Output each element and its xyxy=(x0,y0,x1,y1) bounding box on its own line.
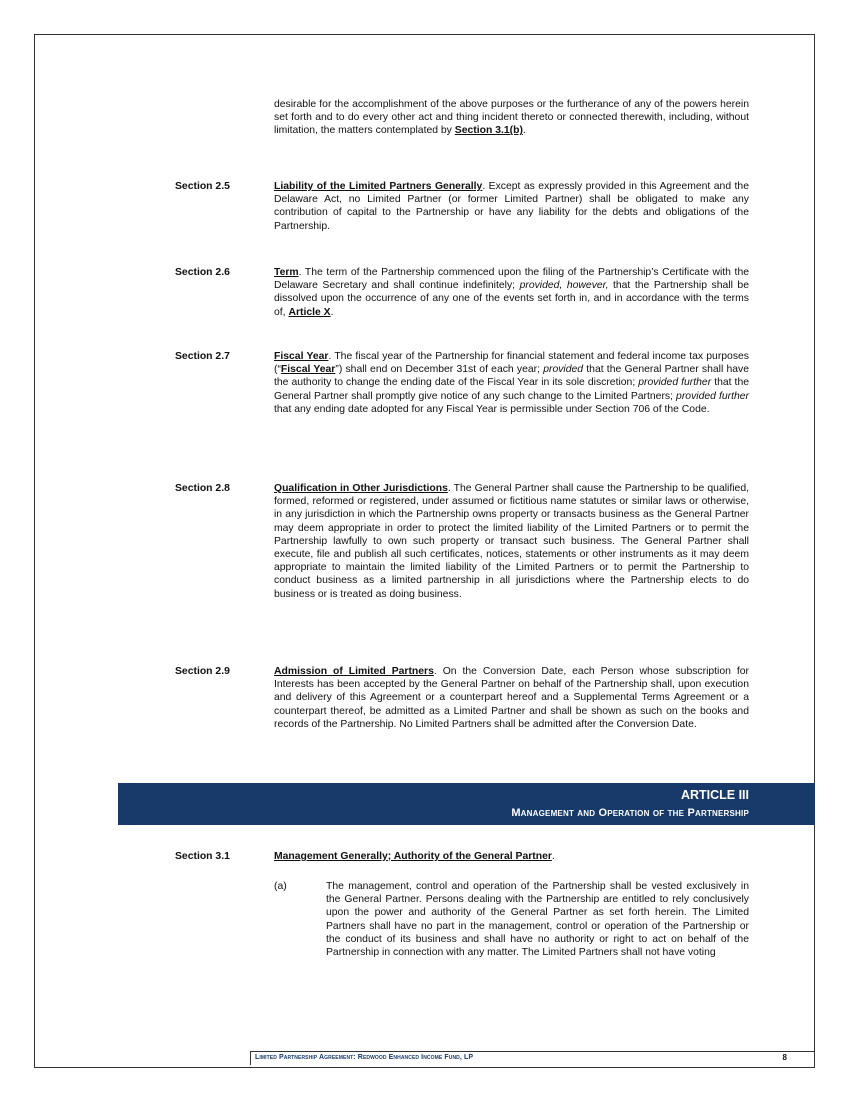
section-2-8-paragraph xyxy=(274,482,749,601)
section-2-7-proviso-3: provided further xyxy=(676,390,749,402)
section-2-6-body-1: . The term of the Partnership commenced upon the filing of the Partnership’s Certificate with the Delaware Secretary and shall continue indefinitely; xyxy=(274,267,749,292)
section-2-8-body: . The General Partner shall cause the Partnership to be qualified, formed, reformed or registered, under assumed or fictitious name statutes or similar laws or otherwise, in any jurisdiction in which the Partnership owns property or transacts business as the General Partner may deem appropriate in order to protect the limited liability of the Limited Partners or to permit the Partnership lawfully to own such property or transact such business. The General Partner shall execute, file and publish all such certificates, notices, statements or other instruments as it may deem appropriate to maintain the limited liability of the Limited Partners or to permit the Partnership to conduct business as a limited partnership in all jurisdictions where the Partnership elects to do business or is treated as doing business. xyxy=(274,483,749,600)
section-3-1-end: . xyxy=(551,851,555,862)
section-2-6-paragraph xyxy=(274,266,749,319)
fiscal-year-defined-term: Fiscal Year xyxy=(280,364,336,376)
section-2-5-paragraph xyxy=(274,180,749,233)
section-2-7-body-4: that the General Partner shall promptly give notice of any such change to the Limited Partners; xyxy=(274,377,749,402)
section-2-5-heading: Liability of the Limited Partners Generally xyxy=(274,181,483,192)
section-2-7-body-5: that any ending date adopted for any Fiscal Year is permissible under Section 706 of the Code. xyxy=(274,403,710,415)
section-2-6-proviso: provided, however, xyxy=(519,280,609,292)
section-3-1-label: Section 3.1 xyxy=(175,851,230,862)
item-a-label: (a) xyxy=(274,881,287,892)
item-a-body: The management, control and operation of the Partnership shall be vested exclusively in the General Partner. Persons dealing with the Partnership are entitled to rely conclusively upon the power and authority of the General Partner as set forth herein. The Limited Partners shall have no part in the management, control or operation of the Partnership or the conduct of its business and shall have no authority or right to act on behalf of the Partnership in connection with any matter. The Limited Partners shall not have voting xyxy=(326,881,749,959)
carryover-text: desirable for the accomplishment of the above purposes or the furtherance of any of the powers herein set forth and to do every other act and thing incident thereto or connected therewith, including, without limitation, the matters contemplated by xyxy=(274,99,749,137)
section-2-7-proviso-2: provided further xyxy=(638,377,712,389)
carryover-paragraph xyxy=(274,98,749,138)
section-2-7-heading: Fiscal Year xyxy=(274,351,329,362)
section-2-9-heading: Admission of Limited Partners xyxy=(274,666,434,677)
section-2-9-label: Section 2.9 xyxy=(175,666,230,677)
section-2-6-heading: Term xyxy=(274,267,299,278)
footer-title: Limited Partnership Agreement: Redwood Enhanced Income Fund, LP xyxy=(255,1054,474,1061)
article-title: Management and Operation of the Partnership xyxy=(511,807,749,819)
section-3-1b-reference[interactable]: Section 3.1(b) xyxy=(454,125,523,137)
page-footer xyxy=(250,1051,815,1065)
section-2-5-body: . Except as expressly provided in this Agreement and the Delaware Act, no Limited Partner (or former Limited Partner) shall be obligated to make any contribution of capital to the Partnership or have any liability for the debts and obligations of the Partnership. xyxy=(274,181,749,232)
section-2-6-end: . xyxy=(330,306,334,318)
section-2-7-body-3: that the General Partner shall have the authority to change the ending date of the Fiscal Year in its sole discretion; xyxy=(274,364,749,389)
carryover-end: . xyxy=(522,125,526,137)
section-2-6-label: Section 2.6 xyxy=(175,267,230,278)
section-2-6-body-2: that the Partnership shall be dissolved upon the occurrence of any one of the events set forth in, and in accordance with the terms of, xyxy=(274,280,749,318)
section-2-7-label: Section 2.7 xyxy=(175,351,230,362)
section-2-9-paragraph xyxy=(274,665,749,731)
article-x-reference[interactable]: Article X xyxy=(288,306,331,318)
section-2-7-body-1: . The fiscal year of the Partnership for financial statement and federal income tax purposes (“ xyxy=(274,351,750,376)
section-2-7-proviso-1: provided xyxy=(543,364,584,376)
section-3-1-heading: Management Generally; Authority of the General Partner xyxy=(274,851,552,862)
page-number: 8 xyxy=(782,1053,787,1062)
section-3-1-paragraph xyxy=(274,850,749,863)
section-2-7-body-2: ”) shall end on December 31st of each year; xyxy=(335,364,544,376)
section-2-8-heading: Qualification in Other Jurisdictions xyxy=(274,483,448,494)
section-2-7-paragraph xyxy=(274,350,749,416)
section-2-9-body: . On the Conversion Date, each Person whose subscription for Interests has been accepted by the General Partner on behalf of the Partnership shall, upon execution and delivery of this Agreement or a counterpart hereof and a Supplemental Terms Agreement or a counterpart thereof, be admitted as a Limited Partner and shall be shown as such on the books and records of the Partnership. No Limited Partners shall be admitted after the Conversion Date. xyxy=(274,666,749,730)
article-banner xyxy=(118,783,815,825)
section-2-5-label: Section 2.5 xyxy=(175,181,230,192)
section-2-8-label: Section 2.8 xyxy=(175,483,230,494)
article-number: ARTICLE III xyxy=(680,788,749,802)
